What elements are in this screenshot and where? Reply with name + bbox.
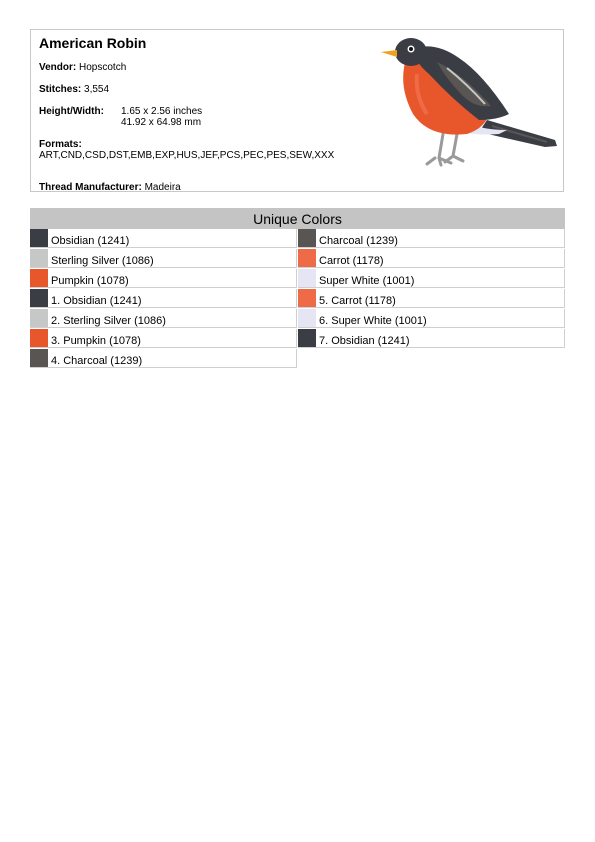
color-entry <box>30 289 297 308</box>
color-label: 1. Obsidian (1241) <box>51 295 142 307</box>
color-label: Super White (1001) <box>319 275 415 287</box>
color-label: 5. Carrot (1178) <box>319 295 396 307</box>
stitches-field <box>39 84 109 95</box>
color-label: 4. Charcoal (1239) <box>51 355 143 367</box>
color-label: 6. Super White (1001) <box>319 315 427 327</box>
color-label: 3. Pumpkin (1078) <box>51 335 141 347</box>
thread-label: Thread Manufacturer: <box>39 182 142 193</box>
color-entry <box>298 229 565 248</box>
color-swatch <box>298 309 316 327</box>
height-width-field <box>39 106 339 130</box>
vendor-value: Hopscotch <box>79 62 127 73</box>
color-swatch <box>30 229 48 247</box>
color-entry <box>298 249 565 268</box>
color-entry <box>30 269 297 288</box>
color-entry <box>298 269 565 288</box>
size-mm: 41.92 x 64.98 mm <box>121 117 202 128</box>
vendor-label: Vendor: <box>39 62 77 73</box>
color-entry <box>30 349 297 368</box>
color-entry <box>298 329 565 348</box>
vendor-field <box>39 62 126 73</box>
size-inches: 1.65 x 2.56 inches <box>121 106 203 117</box>
design-info-panel <box>30 29 564 192</box>
color-label: Pumpkin (1078) <box>51 275 129 287</box>
color-label: Obsidian (1241) <box>51 235 130 247</box>
color-swatch <box>298 229 316 247</box>
color-swatch <box>30 309 48 327</box>
height-width-label: Height/Width: <box>39 106 104 117</box>
color-swatch <box>298 289 316 307</box>
stitches-value: 3,554 <box>84 84 110 95</box>
thread-field <box>39 182 181 193</box>
color-label: Carrot (1178) <box>319 255 384 267</box>
color-label: Charcoal (1239) <box>319 235 398 247</box>
color-entry <box>30 329 297 348</box>
design-title: American Robin <box>39 35 147 51</box>
color-swatch <box>298 249 316 267</box>
height-width-values <box>121 106 202 128</box>
color-swatch <box>298 269 316 287</box>
color-swatch <box>30 329 48 347</box>
formats-field <box>39 139 359 161</box>
american-robin-embroidery-image <box>367 34 561 168</box>
unique-colors-header: Unique Colors <box>30 208 565 229</box>
color-label: Sterling Silver (1086) <box>51 255 154 267</box>
formats-value: ART,CND,CSD,DST,EMB,EXP,HUS,JEF,PCS,PEC,PES,SEW,XXX <box>39 150 335 161</box>
color-entry <box>30 309 297 328</box>
color-entry <box>30 229 297 248</box>
color-swatch <box>298 329 316 347</box>
color-entry <box>298 289 565 308</box>
thread-value: Madeira <box>144 182 181 193</box>
color-swatch <box>30 269 48 287</box>
color-label: 7. Obsidian (1241) <box>319 335 410 347</box>
color-entry <box>30 249 297 268</box>
formats-label: Formats: <box>39 139 82 150</box>
color-label: 2. Sterling Silver (1086) <box>51 315 166 327</box>
stitches-label: Stitches: <box>39 84 82 95</box>
color-swatch <box>30 249 48 267</box>
color-swatch <box>30 289 48 307</box>
color-entry <box>298 309 565 328</box>
color-swatch <box>30 349 48 367</box>
